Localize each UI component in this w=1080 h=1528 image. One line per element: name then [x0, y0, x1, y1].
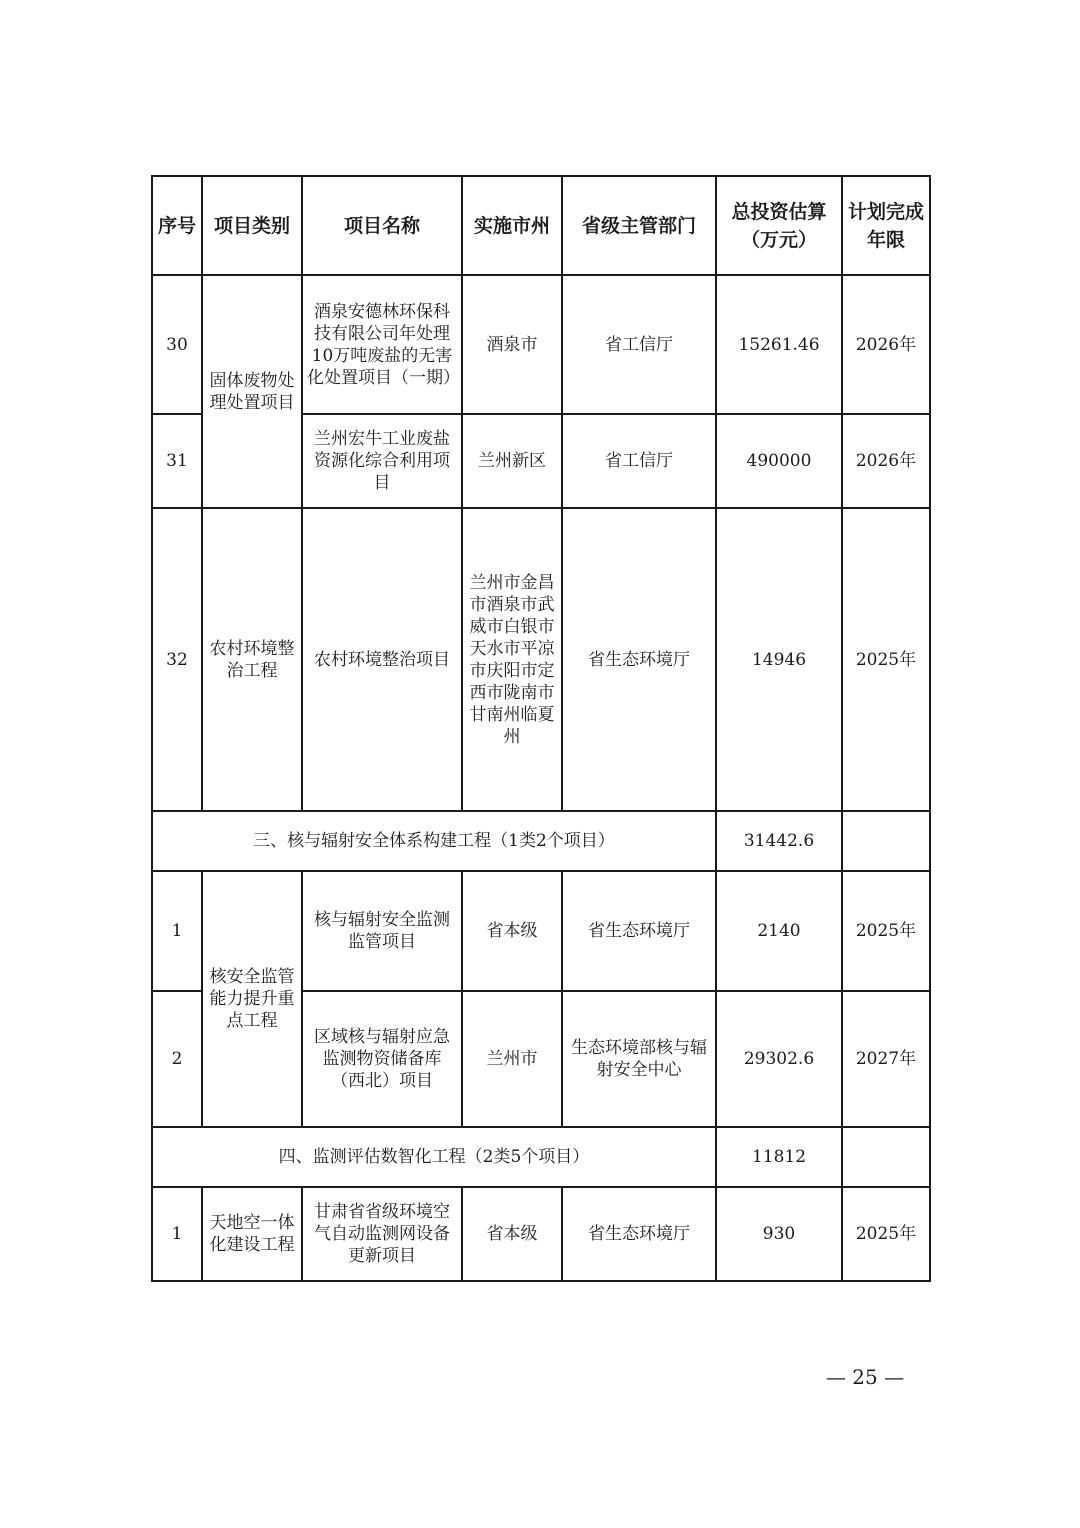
row-name: 核与辐射安全监测监管项目: [302, 871, 462, 991]
header-no: 序号: [152, 176, 202, 275]
row-no: 2: [152, 991, 202, 1127]
row-invest: 15261.46: [716, 275, 842, 414]
row-category: 固体废物处理处置项目: [202, 275, 302, 508]
table-header-row: [152, 176, 930, 275]
row-no: 1: [152, 1187, 202, 1281]
section-row: [152, 811, 930, 871]
row-deadline: 2026年: [842, 414, 930, 508]
row-invest: 2140: [716, 871, 842, 991]
row-deadline: 2025年: [842, 871, 930, 991]
row-deadline: 2027年: [842, 991, 930, 1127]
row-dept: 生态环境部核与辐射安全中心: [562, 991, 716, 1127]
row-name: 甘肃省省级环境空气自动监测网设备更新项目: [302, 1187, 462, 1281]
header-category: 项目类别: [202, 176, 302, 275]
section-row: [152, 1127, 930, 1187]
row-category: 天地空一体化建设工程: [202, 1187, 302, 1281]
row-deadline: 2025年: [842, 1187, 930, 1281]
row-name: 酒泉安德林环保科技有限公司年处理10万吨废盐的无害化处置项目（一期）: [302, 275, 462, 414]
row-dept: 省生态环境厅: [562, 1187, 716, 1281]
page-number: — 25 —: [825, 1365, 905, 1389]
row-city: 兰州新区: [462, 414, 562, 508]
row-city: 省本级: [462, 871, 562, 991]
row-city: 酒泉市: [462, 275, 562, 414]
table-row: [152, 871, 930, 991]
row-name: 农村环境整治项目: [302, 508, 462, 811]
row-name: 区域核与辐射应急监测物资储备库（西北）项目: [302, 991, 462, 1127]
row-city: 兰州市: [462, 991, 562, 1127]
row-deadline: 2025年: [842, 508, 930, 811]
row-category: 农村环境整治工程: [202, 508, 302, 811]
row-invest: 490000: [716, 414, 842, 508]
header-name: 项目名称: [302, 176, 462, 275]
table-row: [152, 275, 930, 414]
section-total: 11812: [716, 1127, 842, 1187]
header-city: 实施市州: [462, 176, 562, 275]
project-table: [151, 175, 931, 1282]
row-city: 省本级: [462, 1187, 562, 1281]
section-title: 四、监测评估数智化工程（2类5个项目）: [152, 1127, 716, 1187]
row-no: 30: [152, 275, 202, 414]
header-dept: 省级主管部门: [562, 176, 716, 275]
row-no: 32: [152, 508, 202, 811]
section-empty-cell: [842, 1127, 930, 1187]
section-empty-cell: [842, 811, 930, 871]
row-invest: 14946: [716, 508, 842, 811]
table-row: [152, 1187, 930, 1281]
row-no: 1: [152, 871, 202, 991]
section-title: 三、核与辐射安全体系构建工程（1类2个项目）: [152, 811, 716, 871]
row-dept: 省工信厅: [562, 414, 716, 508]
row-dept: 省生态环境厅: [562, 871, 716, 991]
row-name: 兰州宏牛工业废盐资源化综合利用项目: [302, 414, 462, 508]
row-deadline: 2026年: [842, 275, 930, 414]
row-no: 31: [152, 414, 202, 508]
row-invest: 930: [716, 1187, 842, 1281]
header-deadline: 计划完成年限: [842, 176, 930, 275]
row-category: 核安全监管能力提升重点工程: [202, 871, 302, 1127]
row-dept: 省生态环境厅: [562, 508, 716, 811]
table-row: [152, 508, 930, 811]
section-total: 31442.6: [716, 811, 842, 871]
row-city: 兰州市金昌市酒泉市武威市白银市天水市平凉市庆阳市定西市陇南市甘南州临夏州: [462, 508, 562, 811]
row-dept: 省工信厅: [562, 275, 716, 414]
header-invest: 总投资估算（万元）: [716, 176, 842, 275]
row-invest: 29302.6: [716, 991, 842, 1127]
